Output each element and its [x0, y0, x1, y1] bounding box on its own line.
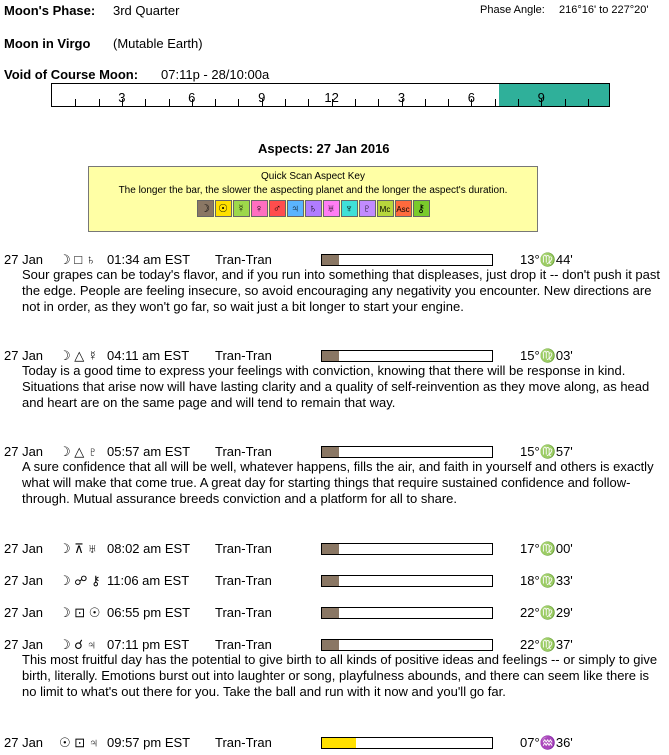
timeline-tick: [588, 99, 589, 106]
aspect-glyphs: ☽ △ ☿: [59, 348, 98, 363]
aspect-time: 07:11 pm EST: [107, 637, 190, 652]
aspect-key-swatch: ♅: [323, 200, 340, 217]
aspect-glyphs: ☽ □ ♄: [59, 252, 96, 267]
timeline-tick: [308, 99, 309, 106]
aspect-duration-fill: [322, 576, 339, 586]
voc-period-fill: [499, 84, 609, 106]
timeline-tick: [285, 99, 286, 106]
aspect-duration-fill: [322, 608, 339, 618]
aspect-date: 27 Jan: [4, 348, 44, 363]
aspect-position: 15°♍57': [520, 444, 573, 459]
aspect-position: 13°♍44': [520, 252, 573, 267]
aspect-description: This most fruitful day has the potential to give birth to all kinds of positive ideas and feelings -- or simply to give birth, literally. Emotions burst out into laughter or song, playfulness abounds, and there can seem like there is no limit to what's out there for you. Take the ball and run with it now and you'll go far.: [22, 652, 658, 699]
timeline-tick-label: 9: [537, 90, 545, 105]
voc-label: Void of Course Moon:: [4, 67, 139, 82]
aspect-position: 22°♍37': [520, 637, 573, 652]
aspect-date: 27 Jan: [4, 444, 44, 459]
phase-value: 3rd Quarter: [113, 3, 180, 18]
aspect-duration-bar: [321, 543, 493, 555]
aspect-time: 08:02 am EST: [107, 541, 191, 556]
timeline-tick: [75, 99, 76, 106]
timeline-tick: [355, 99, 356, 106]
aspect-duration-bar: [321, 737, 493, 749]
aspect-key-swatch: ☿: [233, 200, 250, 217]
aspect-date: 27 Jan: [4, 252, 44, 267]
aspect-date: 27 Jan: [4, 605, 44, 620]
aspect-glyphs: ☽ ⊡ ☉: [59, 605, 101, 620]
moon-sign-detail: (Mutable Earth): [113, 36, 203, 51]
aspect-position: 17°♍00': [520, 541, 573, 556]
aspect-description: A sure confidence that all will be well, whatever happens, fills the air, and faith in yourself and others is exactly what will make that come true. A great day for starting things that require sustained confidence and follow-through. Mutual assurance breeds conviction and a platform for all to share.: [22, 459, 654, 506]
aspect-date: 27 Jan: [4, 735, 44, 750]
aspect-duration-bar: [321, 575, 493, 587]
aspect-glyphs: ☉ ⊡ ♃: [59, 735, 99, 750]
timeline-tick: [518, 99, 519, 106]
aspect-key-box: [88, 166, 538, 232]
aspect-position: 15°♍03': [520, 348, 573, 363]
aspect-time: 01:34 am EST: [107, 252, 191, 267]
aspect-glyphs: ☽ ☌ ♃: [59, 637, 97, 652]
aspect-key-swatch: ♀: [251, 200, 268, 217]
aspect-glyphs: ☽ ☍ ⚷: [59, 573, 101, 588]
timeline-tick: [448, 99, 449, 106]
aspect-date: 27 Jan: [4, 573, 44, 588]
aspect-duration-bar: [321, 607, 493, 619]
aspect-time: 09:57 pm EST: [107, 735, 191, 750]
aspect-glyphs: ☽ ⊼ ♅: [59, 541, 98, 556]
aspect-date: 27 Jan: [4, 541, 44, 556]
timeline-tick: [215, 99, 216, 106]
aspect-description: Today is a good time to express your feelings with conviction, knowing that there will be response in kind. Situations that arise now will have lasting clarity and a quality of self-reinvention as they move along, as head and heart are on the same page and will tend to remain that way.: [22, 363, 650, 410]
aspect-type: Tran-Tran: [215, 348, 272, 363]
aspect-type: Tran-Tran: [215, 444, 272, 459]
aspects-title: Aspects: 27 Jan 2016: [258, 141, 390, 156]
aspect-key-swatch: ♃: [287, 200, 304, 217]
voc-value: 07:11p - 28/10:00a: [161, 67, 270, 82]
timeline-tick: [169, 99, 170, 106]
timeline-tick-label: 3: [118, 90, 126, 105]
aspect-key-swatch: Asc: [395, 200, 412, 217]
aspect-key-swatches: [89, 200, 537, 217]
aspect-time: 05:57 am EST: [107, 444, 191, 459]
aspect-key-swatch: ♆: [341, 200, 358, 217]
phase-angle-value: 216°16' to 227°20': [559, 4, 649, 16]
aspect-position: 18°♍33': [520, 573, 573, 588]
timeline-tick-label: 3: [397, 90, 406, 105]
timeline-tick: [378, 99, 379, 106]
moon-sign-label: Moon in Virgo: [4, 36, 91, 51]
aspect-key-swatch: ☉: [215, 200, 232, 217]
aspect-key-subtitle: The longer the bar, the slower the aspecting planet and the longer the aspect's duration.: [118, 185, 508, 196]
aspect-type: Tran-Tran: [215, 252, 272, 267]
aspect-glyphs: ☽ △ ♇: [59, 444, 98, 459]
aspect-duration-bar: [321, 639, 493, 651]
timeline-tick: [99, 99, 100, 106]
phase-label: Moon's Phase:: [4, 3, 96, 18]
aspect-description: Sour grapes can be today's flavor, and if you run into something that displeases, just drop it -- don't push it past the edge. People are feeling insecure, so avoid encouraging any negativity you encounter. New directions are not in order, as they won't go far, so wait just a bit longer to start your engine.: [22, 267, 660, 314]
aspect-time: 04:11 am EST: [107, 348, 190, 363]
voc-timeline: [51, 83, 610, 107]
aspect-key-swatch: ♇: [359, 200, 376, 217]
aspect-date: 27 Jan: [4, 637, 44, 652]
timeline-tick: [425, 99, 426, 106]
timeline-tick-label: 6: [188, 90, 196, 105]
aspect-key-swatch: Mc: [377, 200, 394, 217]
aspect-duration-fill: [322, 351, 339, 361]
aspect-key-swatch: ☽: [197, 200, 214, 217]
aspect-duration-fill: [322, 544, 339, 554]
aspect-position: 22°♍29': [520, 605, 573, 620]
aspect-duration-fill: [322, 640, 339, 650]
timeline-tick: [495, 99, 496, 106]
phase-angle-label: Phase Angle:: [480, 4, 545, 16]
timeline-tick: [238, 99, 239, 106]
timeline-tick-label: 9: [258, 90, 266, 105]
aspect-duration-fill: [322, 738, 356, 748]
aspect-type: Tran-Tran: [215, 605, 272, 620]
aspect-duration-bar: [321, 446, 493, 458]
aspect-type: Tran-Tran: [215, 573, 272, 588]
aspect-type: Tran-Tran: [215, 735, 272, 750]
aspect-time: 11:06 am EST: [107, 573, 190, 588]
aspect-key-swatch: ⚷: [413, 200, 430, 217]
aspect-type: Tran-Tran: [215, 541, 272, 556]
aspect-type: Tran-Tran: [215, 637, 272, 652]
timeline-tick: [565, 99, 566, 106]
aspect-key-swatch: ♄: [305, 200, 322, 217]
aspect-duration-fill: [322, 447, 339, 457]
aspect-duration-fill: [322, 255, 339, 265]
aspect-position: 07°♒36': [520, 735, 573, 750]
timeline-tick: [145, 99, 146, 106]
timeline-tick-label: 12: [324, 90, 339, 105]
aspect-duration-bar: [321, 350, 493, 362]
aspect-key-swatch: ♂: [269, 200, 286, 217]
timeline-tick-label: 6: [467, 90, 476, 105]
aspect-time: 06:55 pm EST: [107, 605, 191, 620]
aspect-key-title: Quick Scan Aspect Key: [261, 171, 365, 182]
aspect-duration-bar: [321, 254, 493, 266]
